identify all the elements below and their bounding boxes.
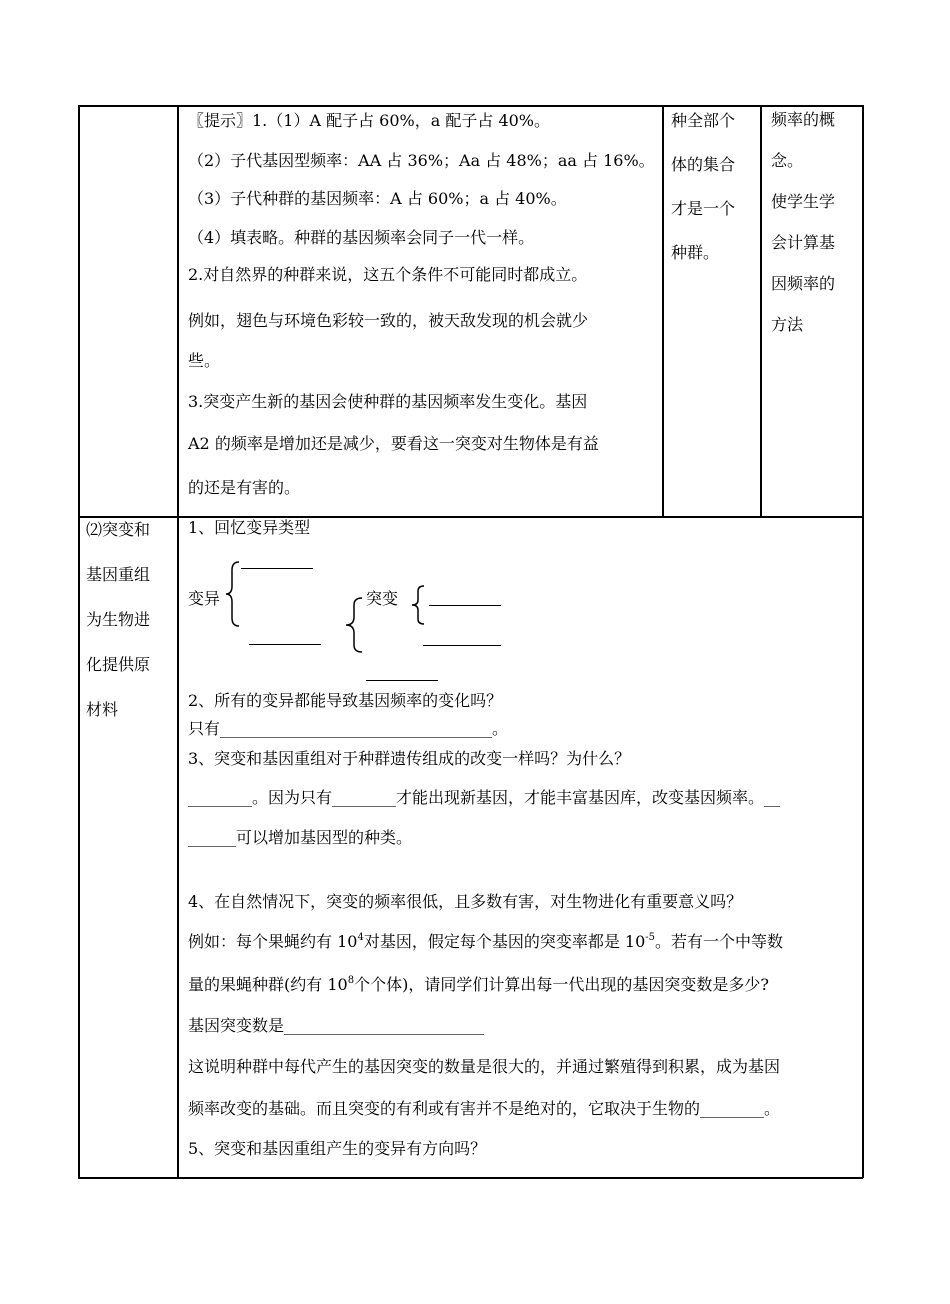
hint-line-1: 〖提示〗1.（1）A 配子占 60%，a 配子占 40%。 [188, 111, 551, 130]
col4-line: 会计算基 [771, 233, 836, 252]
table-divider-col3 [760, 105, 762, 517]
answer-3-line-3: 的还是有害的。 [188, 478, 301, 497]
col4-line: 频率的概 [771, 110, 836, 129]
section-label-line: 基因重组 [86, 565, 151, 584]
count-blank[interactable]: _________________________ [284, 1016, 485, 1035]
blank-recombination[interactable] [366, 680, 438, 681]
hint-line-2: （2）子代基因型频率：AA 占 36%；Aa 占 48%；aa 占 16%。 [188, 151, 655, 170]
question-4: 4、在自然情况下，突变的频率很低，且多数有害，对生物进化有重要意义吗？ [188, 892, 743, 911]
question-2-answer [188, 719, 508, 739]
question-2: 2、所有的变异都能导致基因频率的变化吗？ [188, 691, 503, 710]
mutation-brace-icon [410, 584, 426, 626]
table-divider-col1 [177, 105, 179, 1178]
variation-brace-icon [225, 560, 241, 628]
col4-line: 念。 [771, 151, 804, 170]
mutation-label: 突变 [366, 589, 399, 608]
question-4-example-line-1 [188, 932, 783, 952]
question-3-answer-line-1[interactable]: ________。因为只有________才能出现新基因，才能丰富基因库，改变基因频率。__ [188, 788, 781, 807]
answer-2-line-3: 些。 [188, 351, 221, 370]
sub-brace-icon [344, 596, 364, 654]
question-5: 5、突变和基因重组产生的变异有方向吗？ [188, 1139, 487, 1158]
ex1-sup2: -5 [645, 932, 656, 943]
col4-line: 因频率的 [771, 274, 836, 293]
table-border-left [78, 105, 80, 1178]
ex1-b: 对基因，假定每个基因的突变率都是 10 [363, 932, 646, 951]
section-label-line: 材料 [86, 700, 119, 719]
question-4-example-line-2 [188, 975, 769, 995]
q2-prefix: 只有 [188, 719, 221, 738]
section-label-line: 化提供原 [86, 655, 151, 674]
table-border-bottom [78, 1177, 863, 1179]
table-border-right [862, 105, 864, 1178]
ex1-c: 。若有一个中等数 [655, 932, 784, 951]
hint-line-4: （4）填表略。种群的基因频率会同子一代一样。 [188, 228, 535, 247]
explanation-line-2[interactable]: 频率改变的基础。而且突变的有利或有害并不是绝对的，它取决于生物的________。 [188, 1099, 781, 1118]
blank-mutation-2[interactable] [423, 645, 501, 646]
col4-line: 方法 [771, 315, 804, 334]
ex2-a: 量的果蝇种群(约有 10 [188, 975, 348, 994]
col3-line: 种群。 [671, 243, 720, 262]
col3-line: 才是一个 [671, 199, 736, 218]
explanation-line-1: 这说明种群中每代产生的基因突变的数量是很大的，并通过繁殖得到积累，成为基因 [188, 1057, 781, 1076]
ex1-sup1: 4 [357, 932, 364, 943]
ex2-b: 个个体)，请同学们计算出每一代出现的基因突变数是多少? [354, 975, 769, 994]
question-4-count [188, 1016, 484, 1036]
table-divider-col2 [662, 105, 664, 517]
section-label [86, 507, 150, 732]
ex1-a: 例如：每个果蝇约有 10 [188, 932, 358, 951]
col3-text [671, 99, 735, 275]
blank-variation-2[interactable] [249, 644, 321, 645]
section-label-line: ⑵突变和 [86, 520, 151, 539]
col4-text [771, 99, 835, 345]
hint-line-3: （3）子代种群的基因频率：A 占 60%；a 占 40%。 [188, 189, 567, 208]
col4-line: 使学生学 [771, 192, 836, 211]
col3-line: 种全部个 [671, 111, 736, 130]
answer-2-line-1: 2.对自然界的种群来说，这五个条件不可能同时都成立。 [188, 265, 588, 284]
count-label: 基因突变数是 [188, 1016, 285, 1035]
section-label-line: 为生物进 [86, 610, 151, 629]
blank-mutation-1[interactable] [429, 605, 501, 606]
question-1: 1、回忆变异类型 [188, 518, 311, 537]
table-border-top [78, 105, 863, 107]
blank-variation-1[interactable] [241, 568, 313, 569]
variation-label: 变异 [188, 589, 221, 608]
col3-line: 体的集合 [671, 155, 736, 174]
answer-3-line-1: 3.突变产生新的基因会使种群的基因频率发生变化。基因 [188, 392, 588, 411]
ex2-sup: 8 [347, 975, 355, 986]
q2-end: 。 [492, 719, 509, 738]
question-3-answer-line-2[interactable]: ______可以增加基因型的种类。 [188, 828, 413, 847]
question-3: 3、突变和基因重组对于种群遗传组成的改变一样吗？为什么？ [188, 749, 631, 768]
answer-2-line-2: 例如，翅色与环境色彩较一致的，被天敌发现的机会就少 [188, 311, 589, 330]
q2-blank[interactable]: __________________________________ [220, 719, 493, 738]
answer-3-line-2: A2 的频率是增加还是减少，要看这一突变对生物体是有益 [188, 434, 599, 453]
